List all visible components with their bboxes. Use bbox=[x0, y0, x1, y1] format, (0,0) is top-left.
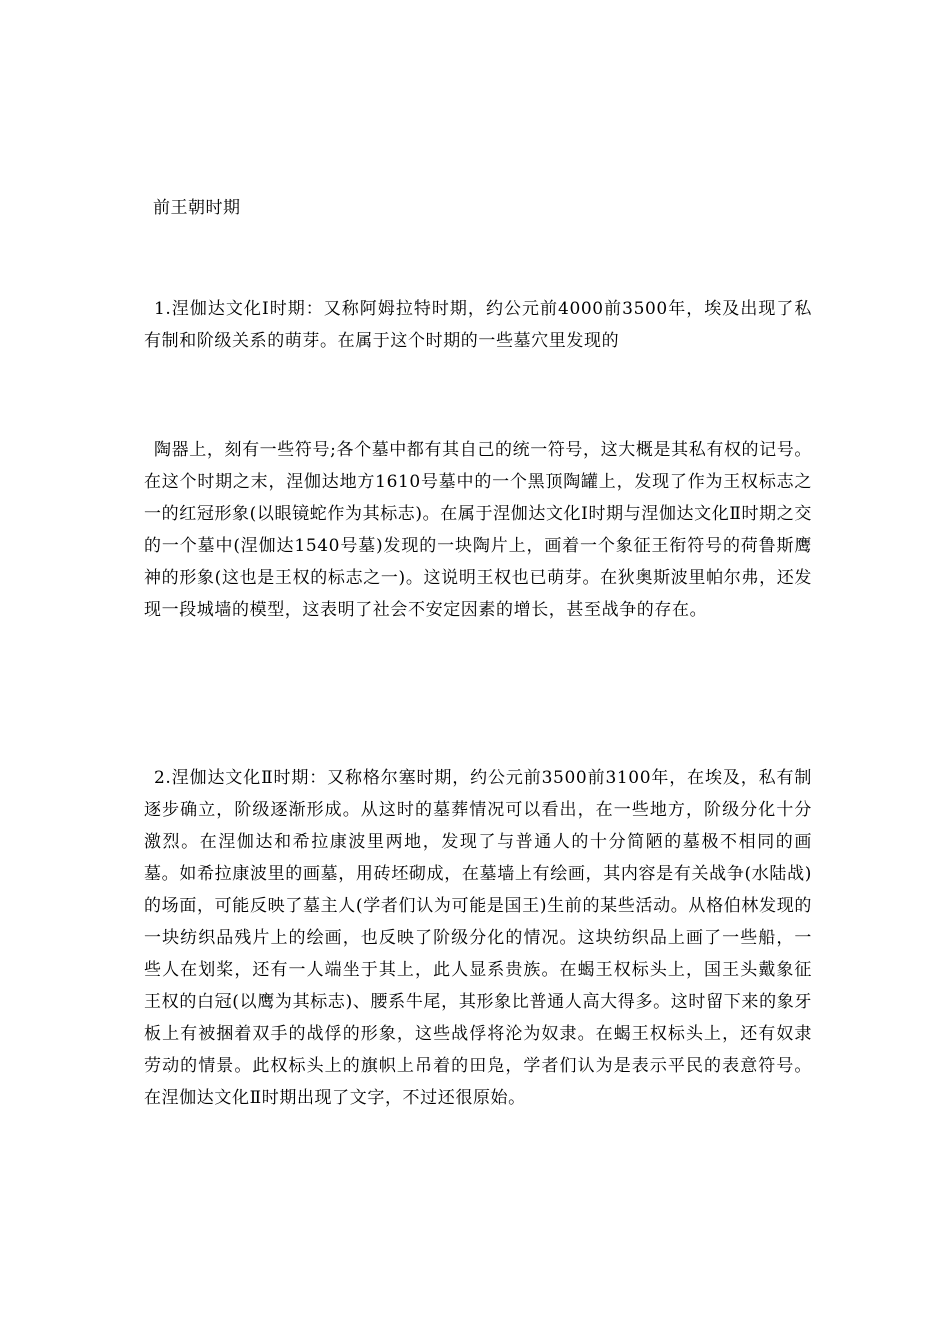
section-heading: 前王朝时期 bbox=[153, 198, 241, 218]
paragraph-3: 2.涅伽达文化Ⅱ时期：又称格尔塞时期，约公元前3500前3100年，在埃及，私有制逐步确立，阶级逐渐形成。从这时的墓葬情况可以看出，在一些地方，阶级分化十分激烈。在涅伽达和希拉康波里两地，发现了与普通人的十分简陋的墓极不相同的画墓。如希拉康波里的画墓，用砖坯砌成，在墓墙上有绘画，其内容是有关战争(水陆战)的场面，可能反映了墓主人(学者们认为可能是国王)生前的某些活动。从格伯林发现的一块纺织品残片上的绘画，也反映了阶级分化的情况。这块纺织品上画了一些船，一些人在划桨，还有一人端坐于其上，此人显系贵族。在蝎王权标头上，国王头戴象征王权的白冠(以鹰为其标志)、腰系牛尾，其形象比普通人高大得多。这时留下来的象牙板上有被捆着双手的战俘的形象，这些战俘将沦为奴隶。在蝎王权标头上，还有奴隶劳动的情景。此权标头上的旗帜上吊着的田凫，学者们认为是表示平民的表意符号。在涅伽达文化Ⅱ时期出现了文字，不过还很原始。 bbox=[144, 768, 812, 1108]
paragraph-1: 1.涅伽达文化Ⅰ时期：又称阿姆拉特时期，约公元前4000前3500年，埃及出现了私有制和阶级关系的萌芽。在属于这个时期的一些墓穴里发现的 bbox=[144, 299, 812, 351]
paragraph-2: 陶器上，刻有一些符号;各个墓中都有其自己的统一符号，这大概是其私有权的记号。在这个时期之末，涅伽达地方1610号墓中的一个黑顶陶罐上，发现了作为王权标志之一的红冠形象(以眼镜蛇作为其标志)。在属于涅伽达文化Ⅰ时期与涅伽达文化Ⅱ时期之交的一个墓中(涅伽达1540号墓)发现的一块陶片上，画着一个象征王衔符号的荷鲁斯鹰神的形象(这也是王权的标志之一)。这说明王权也已萌芽。在狄奥斯波里帕尔弗，还发现一段城墙的模型，这表明了社会不安定因素的增长，甚至战争的存在。 bbox=[144, 440, 812, 620]
